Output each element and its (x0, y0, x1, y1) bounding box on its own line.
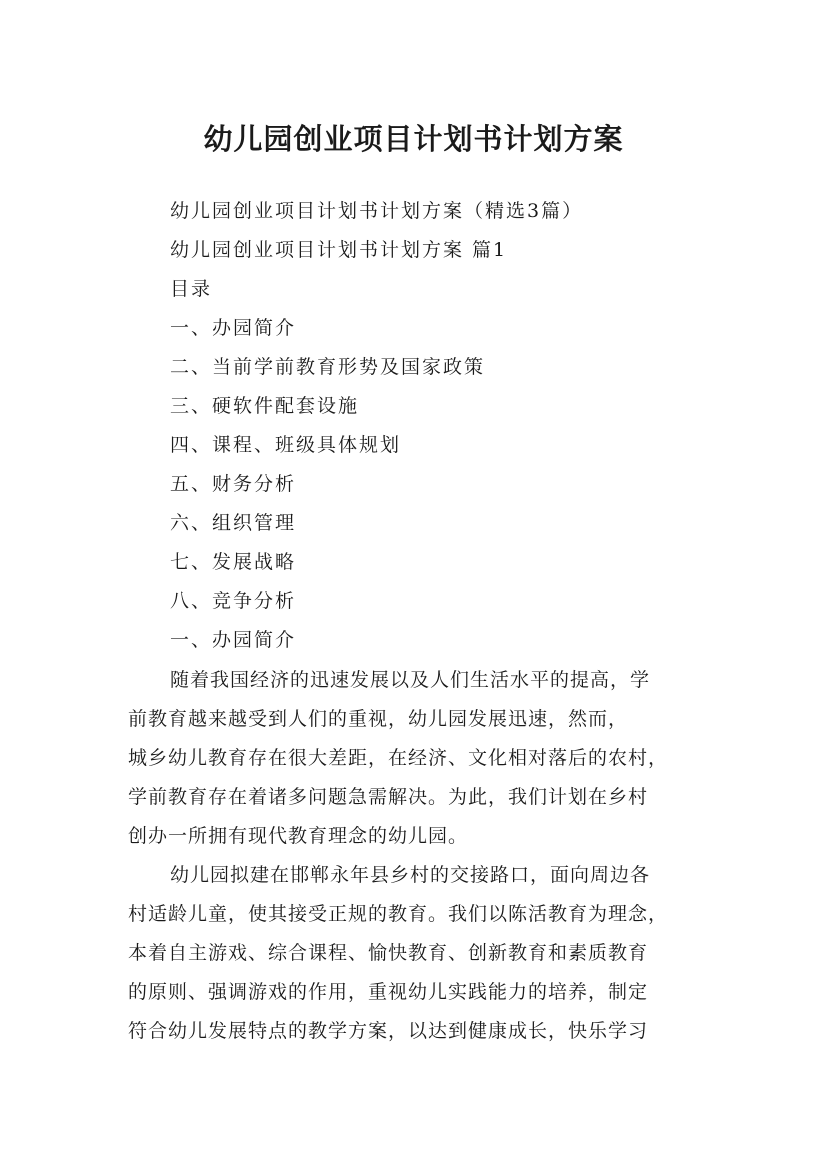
intro-line: 幼儿园创业项目计划书计划方案 篇1 (170, 239, 508, 261)
toc-heading: 目录 (170, 278, 213, 300)
paragraph-line: 的原则、强调游戏的作用，重视幼儿实践能力的培养，制定 (128, 981, 649, 1003)
toc-item: 七、发展战略 (170, 551, 297, 573)
toc-item: 一、办园简介 (170, 317, 297, 339)
body-paragraph (128, 856, 708, 1051)
paragraph-line: 村适龄儿童，使其接受正规的教育。我们以陈活教育为理念， (128, 903, 669, 925)
paragraph-line: 本着自主游戏、综合课程、愉快教育、创新教育和素质教育 (128, 942, 649, 964)
paragraph-line: 前教育越来越受到人们的重视，幼儿园发展迅速，然而， (128, 708, 629, 730)
toc-item: 六、组织管理 (170, 512, 297, 534)
intro-line: 幼儿园创业项目计划书计划方案（精选3篇） (170, 200, 584, 222)
toc-item: 五、财务分析 (170, 473, 297, 495)
toc-item: 八、竞争分析 (170, 590, 297, 612)
intro-list (170, 192, 730, 660)
paragraph-line: 符合幼儿发展特点的教学方案，以达到健康成长，快乐学习 (128, 1020, 649, 1042)
document-title: 幼儿园创业项目计划书计划方案 (203, 122, 624, 157)
toc-item: 三、硬软件配套设施 (170, 395, 360, 417)
paragraph-line: 随着我国经济的迅速发展以及人们生活水平的提高，学 (170, 669, 651, 691)
body-paragraph (128, 661, 708, 856)
toc-item: 二、当前学前教育形势及国家政策 (170, 356, 486, 378)
toc-item: 四、课程、班级具体规划 (170, 434, 402, 456)
paragraph-line: 创办一所拥有现代教育理念的幼儿园。 (128, 825, 469, 847)
paragraph-line: 城乡幼儿教育存在很大差距，在经济、文化相对落后的农村， (128, 747, 669, 769)
paragraph-line: 学前教育存在着诸多问题急需解决。为此，我们计划在乡村 (128, 786, 649, 808)
section-heading: 一、办园简介 (170, 629, 297, 651)
paragraph-line: 幼儿园拟建在邯郸永年县乡村的交接路口，面向周边各 (170, 864, 651, 886)
